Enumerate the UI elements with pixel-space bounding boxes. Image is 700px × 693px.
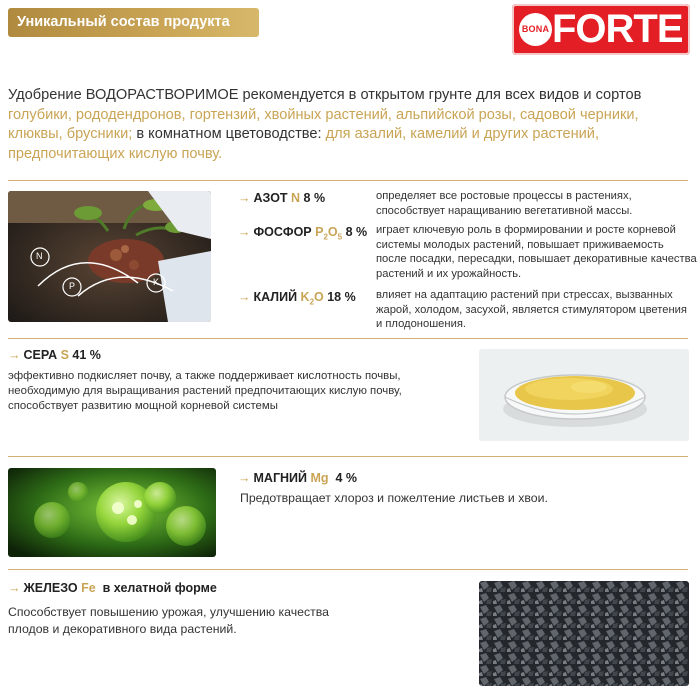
nitrogen-desc-line: способствует наращиванию вегетативной массы.	[376, 204, 633, 217]
divider	[8, 569, 688, 570]
divider	[8, 338, 688, 339]
logo-circle: BONA	[519, 13, 552, 46]
logo-brand-text: FORTE	[552, 7, 683, 51]
divider	[8, 456, 688, 457]
soil-photo	[8, 191, 211, 322]
magnesium-value: 4 %	[328, 471, 358, 485]
nitrogen-name: АЗОТ	[253, 191, 292, 205]
iron-value: в хелатной форме	[95, 581, 217, 595]
arrow-icon: →	[238, 471, 251, 485]
label-p: P	[69, 281, 76, 291]
potassium-symbol: K	[300, 290, 310, 304]
intro-azaleas: для азалий, камелий и других растений,	[325, 126, 599, 143]
iron-desc-line: плодов и декоративного вида растений.	[8, 621, 237, 636]
potassium-value: 18 %	[323, 290, 356, 304]
potassium-sub: 2	[309, 297, 315, 307]
potassium-name: КАЛИЙ	[253, 290, 301, 304]
iron-symbol: Fe	[81, 581, 96, 595]
divider	[8, 180, 688, 181]
phosphorus-symbol: P	[315, 225, 324, 239]
phosphorus-desc-line: растений и их урожайность.	[376, 267, 522, 280]
arrow-icon: →	[8, 581, 21, 595]
sulfur-name: СЕРА	[23, 348, 61, 362]
phosphorus-desc-line: системы молодых растений, повышает приживаемость	[376, 238, 664, 251]
phosphorus-sub2: 5	[337, 232, 343, 242]
chlorophyll-cells-illustration	[8, 468, 216, 557]
phosphorus-desc-line: играет ключевую роль в формировании и росте корневой	[376, 224, 676, 236]
potassium-desc-line: влияет на адаптацию растений при стрессах, вызванных	[376, 289, 673, 301]
nitrogen-heading	[238, 191, 325, 205]
potassium-heading	[238, 290, 356, 307]
intro-paragraph	[8, 86, 688, 164]
magnesium-name: МАГНИЙ	[253, 471, 311, 485]
label-n: N	[36, 251, 43, 261]
iron-desc-line: Способствует повышению урожая, улучшению качества	[8, 605, 330, 619]
potassium-desc-line: и плодоношения.	[376, 318, 466, 331]
nitrogen-symbol: N	[291, 191, 301, 205]
intro-text: Удобрение ВОДОРАСТВОРИМОЕ рекомендуется в открытом грунте для всех видов и сортов	[8, 87, 642, 103]
phosphorus-heading	[238, 225, 367, 242]
sulfur-heading	[8, 348, 101, 362]
phosphorus-symbol2: O	[327, 225, 338, 239]
iron-heading	[8, 581, 217, 595]
sulfur-dish-illustration	[479, 349, 689, 441]
magnesium-symbol: Mg	[310, 471, 329, 485]
label-k: K	[153, 277, 160, 287]
magnesium-description: Предотвращает хлороз и пожелтение листьев и хвои.	[240, 491, 548, 505]
magnesium-photo	[8, 468, 216, 557]
sulfur-desc-line: способствует развитию мощной корневой системы	[8, 400, 278, 412]
phosphorus-sub: 2	[323, 232, 328, 242]
arrow-icon: →	[238, 290, 251, 304]
intro-indoor: в комнатном цветоводстве:	[132, 126, 326, 143]
potassium-desc-line: жарой, холодом, засухой, является стимулятором цветения	[376, 303, 687, 316]
nitrogen-value: 8 %	[300, 191, 326, 205]
phosphorus-desc-line: после посадки, пересадки, повышает декоративные качества	[376, 253, 697, 266]
arrow-icon: →	[8, 348, 21, 362]
intro-acid-soil: предпочитающих кислую почву.	[8, 145, 223, 162]
potassium-description	[376, 288, 687, 332]
phosphorus-name: ФОСФОР	[253, 225, 316, 239]
iron-granules-illustration	[479, 581, 689, 686]
sulfur-description	[8, 369, 402, 414]
arrow-icon: →	[238, 191, 251, 205]
magnesium-heading	[238, 471, 357, 485]
nitrogen-description	[376, 189, 632, 218]
phosphorus-value: 8 %	[342, 225, 368, 239]
phosphorus-description	[376, 223, 697, 281]
iron-name: ЖЕЛЕЗО	[23, 581, 82, 595]
sulfur-symbol: S	[60, 348, 69, 362]
nitrogen-desc-line: определяет все ростовые процессы в растениях,	[376, 190, 632, 202]
iron-photo	[479, 581, 689, 686]
sulfur-desc-line: эффективно подкисляет почву, а также поддерживает кислотность почвы,	[8, 370, 401, 382]
arrow-icon: →	[238, 225, 251, 239]
sulfur-photo	[479, 349, 689, 441]
iron-description	[8, 604, 329, 637]
brand-logo	[512, 4, 690, 55]
sulfur-desc-line: необходимую для выращивания растений предпочитающих кислую почву,	[8, 385, 402, 397]
intro-plants: голубики, рододендронов, гортензий, хвойных растений, альпийской розы, садовой черники,	[8, 106, 639, 123]
potassium-symbol2: O	[314, 290, 324, 304]
sulfur-value: 41 %	[68, 348, 101, 362]
section-title: Уникальный состав продукта	[8, 8, 259, 37]
intro-berries: клюквы, брусники;	[8, 126, 133, 143]
